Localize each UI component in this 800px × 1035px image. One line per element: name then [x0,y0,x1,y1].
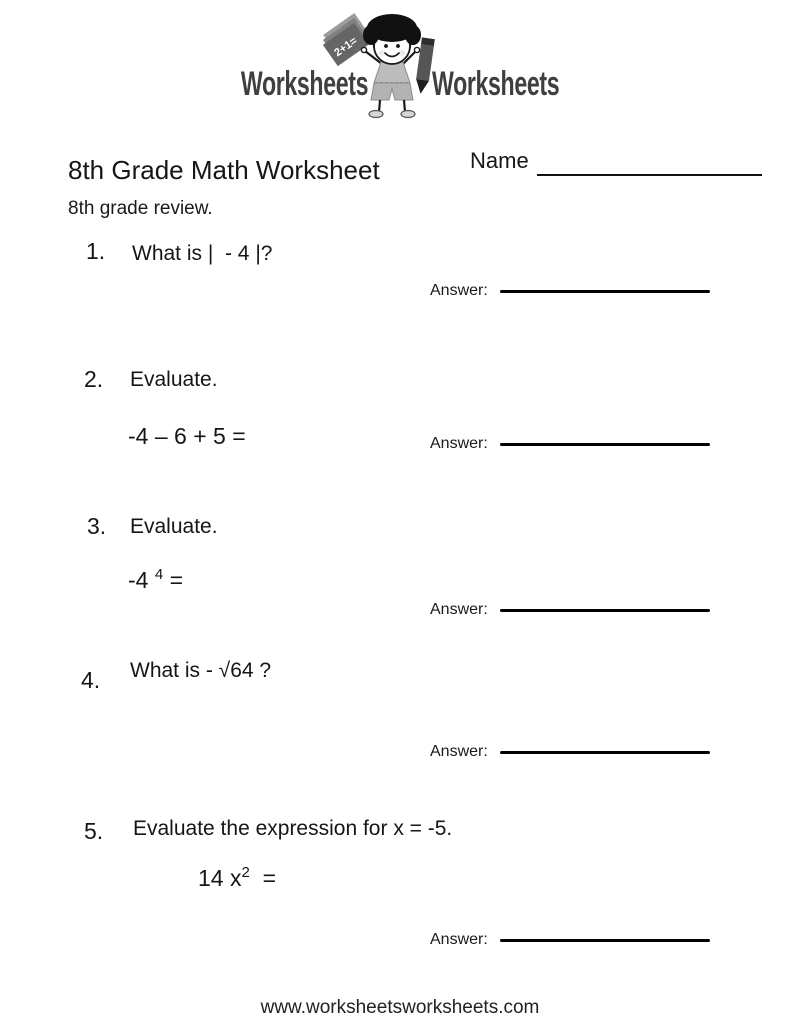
expression-superscript: 4 [154,566,164,583]
question-3-number: 3. [87,513,107,539]
answer-blank-line [500,609,710,612]
name-blank-line [537,150,762,176]
expression-base: 14 x [198,865,242,891]
expression-base: -4 – 6 + 5 = [128,423,246,449]
answer-label: Answer: [430,931,488,948]
page-title: 8th Grade Math Worksheet [68,155,380,185]
answer-row-4 [430,743,710,761]
answer-label: Answer: [430,601,488,618]
expression-superscript: 2 [241,864,250,881]
answer-blank-line [500,290,710,293]
logo-text-right [432,66,670,103]
name-label: Name [470,148,529,173]
name-row [470,148,762,176]
answer-label: Answer: [430,743,488,760]
logo-text-right-word: Worksheets [432,65,560,103]
logo-text-left-word: Worksheets [240,65,368,103]
answer-blank-line [500,443,710,446]
footer-url: www.worksheetsworksheets.com [260,997,540,1018]
answer-row-5 [430,931,710,949]
answer-row-1 [430,282,710,300]
answer-blank-line [500,939,710,942]
answer-label: Answer: [430,435,488,452]
question-5-number: 5. [84,818,104,844]
expression-tail: = [163,567,184,593]
answer-row-2 [430,435,710,453]
question-5-expression [198,864,276,892]
question-5-text: Evaluate the expression for x = -5. [133,817,453,840]
question-2-text: Evaluate. [130,368,218,391]
question-4-text: What is - √64 ? [130,659,272,682]
question-3-expression [128,566,183,594]
question-1-number: 1. [86,238,106,264]
expression-base: -4 [128,567,155,593]
question-1-text: What is | - 4 |? [132,242,273,265]
answer-row-3 [430,601,710,619]
question-3-text: Evaluate. [130,515,218,538]
logo-paper-text: 2+1= [332,34,360,60]
answer-label: Answer: [430,282,488,299]
question-2-expression [128,422,246,450]
expression-tail: = [249,865,277,891]
worksheet-subtitle: 8th grade review. [68,198,213,219]
question-4-number: 4. [81,667,101,693]
question-2-number: 2. [84,366,104,392]
answer-blank-line [500,751,710,754]
